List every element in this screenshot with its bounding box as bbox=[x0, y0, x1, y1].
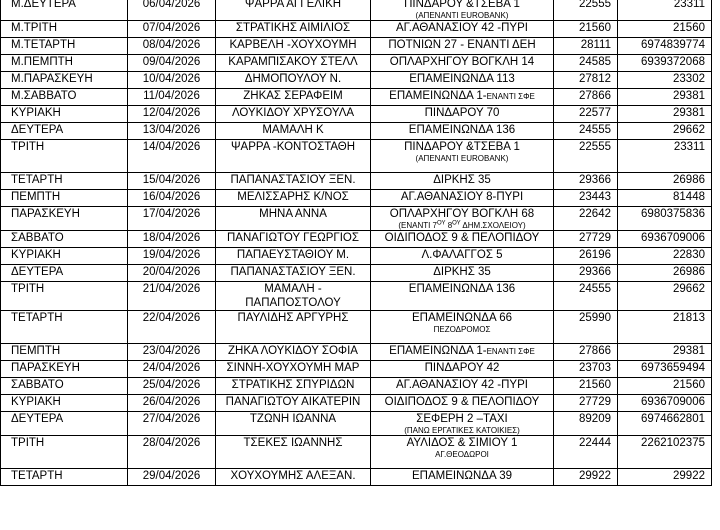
phone2-cell: 6974662801 bbox=[618, 412, 712, 436]
date-cell: 08/04/2026 bbox=[128, 38, 216, 55]
pharmacist-name: ΤΖΩΝΗ ΙΩΑΝΝΑ bbox=[249, 413, 337, 425]
pharmacist-cell bbox=[216, 173, 371, 190]
date-cell: 06/04/2026 bbox=[128, 0, 216, 21]
day-cell: ΔΕΥΤΕΡΑ bbox=[1, 412, 128, 436]
address-cell bbox=[371, 89, 554, 106]
date-cell: 25/04/2026 bbox=[128, 378, 216, 395]
phone-cell: 22555 bbox=[554, 140, 618, 173]
date-cell: 18/04/2026 bbox=[128, 231, 216, 248]
pharmacist-name: ΖΗΚΑ ΛΟΥΚΙΔΟΥ ΣΟΦΙΑ bbox=[228, 345, 358, 357]
address-note-part: 8 bbox=[445, 221, 453, 230]
phone-cell: 89209 bbox=[554, 412, 618, 436]
address-note bbox=[373, 221, 551, 230]
table-row bbox=[1, 311, 712, 344]
address-cell bbox=[371, 123, 554, 140]
day-cell: ΤΡΙΤΗ bbox=[1, 282, 128, 311]
address-text: Λ.ΦΑΛΑΓΓΟΣ 5 bbox=[421, 249, 503, 261]
pharmacist-cell bbox=[216, 106, 371, 123]
table-row bbox=[1, 140, 712, 173]
date-cell: 14/04/2026 bbox=[128, 140, 216, 173]
day-cell: Μ.ΣΑΒΒΑΤΟ bbox=[1, 89, 128, 106]
phone-cell: 27729 bbox=[554, 231, 618, 248]
table-row bbox=[1, 469, 712, 486]
pharmacist-name: ΖΗΚΑΣ ΣΕΡΑΦΕΙΜ bbox=[243, 90, 343, 102]
address-cell bbox=[371, 361, 554, 378]
pharmacist-cell bbox=[216, 55, 371, 72]
table-row bbox=[1, 106, 712, 123]
phone2-cell: 29381 bbox=[618, 344, 712, 361]
table-row bbox=[1, 173, 712, 190]
table-row bbox=[1, 72, 712, 89]
address-cell bbox=[371, 55, 554, 72]
address-inline-note: ΕΝΑΝΤΙ ΣΦΕ bbox=[486, 92, 535, 101]
pharmacist-name: ΤΣΕΚΕΣ ΙΩΑΝΝΗΣ bbox=[243, 437, 343, 449]
date-cell: 28/04/2026 bbox=[128, 436, 216, 469]
phone2-cell: 22830 bbox=[618, 248, 712, 265]
date-cell: 27/04/2026 bbox=[128, 412, 216, 436]
table-row bbox=[1, 282, 712, 311]
pharmacist-cell bbox=[216, 361, 371, 378]
day-cell: Μ.ΔΕΥΤΕΡΑ bbox=[1, 0, 128, 21]
day-cell: Μ.ΤΡΙΤΗ bbox=[1, 21, 128, 38]
address-note: ΠΕΖΟΔΡΟΜΟΣ bbox=[433, 325, 491, 334]
pharmacist-cell bbox=[216, 72, 371, 89]
pharmacist-name: ΔΗΜΟΠΟΥΛΟΥ Ν. bbox=[244, 73, 342, 85]
address-note: (ΠΑΝΩ ΕΡΓΑΤΙΚΕΣ ΚΑΤΟΙΚΙΕΣ) bbox=[404, 426, 520, 435]
phone-cell: 27812 bbox=[554, 72, 618, 89]
date-cell: 13/04/2026 bbox=[128, 123, 216, 140]
pharmacist-cell bbox=[216, 248, 371, 265]
pharmacist-cell bbox=[216, 412, 371, 436]
date-cell: 29/04/2026 bbox=[128, 469, 216, 486]
phone-cell: 22444 bbox=[554, 436, 618, 469]
address-note-part: ΔΗΜ.ΣΧΟΛΕΙΟΥ) bbox=[460, 221, 526, 230]
day-cell: ΣΑΒΒΑΤΟ bbox=[1, 378, 128, 395]
address-text: ΟΙΔΙΠΟΔΟΣ 9 & ΠΕΛΟΠΙΔΟΥ bbox=[384, 396, 540, 408]
day-cell: Μ.ΤΕΤΑΡΤΗ bbox=[1, 38, 128, 55]
day-cell: ΤΡΙΤΗ bbox=[1, 436, 128, 469]
pharmacist-name: ΨΑΡΡΑ -ΚΟΝΤΟΣΤΑΘΗ bbox=[230, 141, 356, 153]
address-line bbox=[373, 265, 551, 279]
address-line bbox=[373, 21, 551, 35]
address-cell bbox=[371, 231, 554, 248]
table-row bbox=[1, 21, 712, 38]
pharmacist-name: ΨΑΡΡΑ ΑΓΓΕΛΙΚΗ bbox=[244, 0, 342, 10]
address-cell bbox=[371, 248, 554, 265]
pharmacist-name: ΚΑΡΑΜΠΙΣΑΚΟΥ ΣΤΕΛΛ bbox=[228, 56, 358, 68]
address-text: ΔΙΡΚΗΣ 35 bbox=[433, 266, 491, 278]
table-row bbox=[1, 231, 712, 248]
phone2-cell: 29381 bbox=[618, 106, 712, 123]
address-text: ΟΠΛΑΡΧΗΓΟΥ ΒΟΓΚΛΗ 14 bbox=[389, 56, 535, 68]
phone2-cell: 6936709006 bbox=[618, 231, 712, 248]
day-cell: ΠΑΡΑΣΚΕΥΗ bbox=[1, 361, 128, 378]
address-cell bbox=[371, 378, 554, 395]
phone2-cell: 6936709006 bbox=[618, 395, 712, 412]
address-cell bbox=[371, 21, 554, 38]
address-text: ΕΠΑΜΕΙΝΩΝΔΑ 136 bbox=[408, 283, 516, 295]
address-note-part: ΟΥ bbox=[437, 220, 446, 227]
address-line bbox=[373, 0, 551, 11]
phone2-cell: 2262102375 bbox=[618, 436, 712, 469]
pharmacist-cell bbox=[216, 265, 371, 282]
day-cell: ΔΕΥΤΕΡΑ bbox=[1, 123, 128, 140]
address-line bbox=[373, 469, 551, 483]
pharmacist-name: ΜΗΝΑ ΑΝΝΑ bbox=[259, 208, 327, 220]
phone-cell: 24555 bbox=[554, 282, 618, 311]
pharmacist-name: ΜΑΜΑΛΗ Κ bbox=[262, 124, 324, 136]
day-cell: ΔΕΥΤΕΡΑ bbox=[1, 265, 128, 282]
phone2-cell: 21560 bbox=[618, 378, 712, 395]
day-cell: ΤΕΤΑΡΤΗ bbox=[1, 311, 128, 344]
table-row bbox=[1, 378, 712, 395]
pharmacist-cell bbox=[216, 21, 371, 38]
pharmacist-name: ΠΑΝΑΓΙΩΤΟΥ ΑΙΚΑΤΕΡΙΝ bbox=[225, 396, 361, 408]
pharmacist-cell bbox=[216, 378, 371, 395]
address-text: ΕΠΑΜΕΙΝΩΝΔΑ 113 bbox=[409, 73, 515, 85]
date-cell: 17/04/2026 bbox=[128, 207, 216, 231]
date-cell: 19/04/2026 bbox=[128, 248, 216, 265]
address-line bbox=[373, 207, 551, 221]
pharmacist-name: ΣΙΝΝΗ-ΧΟΥΧΟΥΜΗ ΜΑΡ bbox=[226, 362, 360, 374]
table-row bbox=[1, 207, 712, 231]
phone-cell: 23443 bbox=[554, 190, 618, 207]
table-row bbox=[1, 344, 712, 361]
phone2-cell: 21813 bbox=[618, 311, 712, 344]
date-cell: 09/04/2026 bbox=[128, 55, 216, 72]
phone-cell: 22642 bbox=[554, 207, 618, 231]
table-row bbox=[1, 55, 712, 72]
date-cell: 21/04/2026 bbox=[128, 282, 216, 311]
address-line bbox=[373, 282, 551, 296]
address-text: ΑΓ.ΑΘΑΝΑΣΙΟΥ 8-ΠΥΡΙ bbox=[400, 191, 524, 203]
address-text: ΣΕΦΕΡΗ 2 –ΤΑΧΙ bbox=[416, 413, 508, 425]
address-text: ΕΠΑΜΕΙΝΩΝΔΑ 39 bbox=[411, 470, 512, 482]
address-line bbox=[373, 248, 551, 262]
phone-cell: 24555 bbox=[554, 123, 618, 140]
address-line bbox=[373, 395, 551, 409]
phone-cell: 23703 bbox=[554, 361, 618, 378]
phone2-cell: 29381 bbox=[618, 89, 712, 106]
address-cell bbox=[371, 173, 554, 190]
phone2-cell: 29662 bbox=[618, 123, 712, 140]
pharmacist-cell bbox=[216, 344, 371, 361]
day-cell: ΠΕΜΠΤΗ bbox=[1, 190, 128, 207]
pharmacist-name: ΠΑΠΑΕΥΣΤΑΘΙΟΥ Μ. bbox=[236, 249, 350, 261]
address-cell bbox=[371, 344, 554, 361]
pharmacist-cell bbox=[216, 469, 371, 486]
pharmacist-name: ΠΑΠΑΝΑΣΤΑΣΙΟΥ ΞΕΝ. bbox=[230, 174, 356, 186]
address-line bbox=[373, 378, 551, 392]
phone-cell: 29366 bbox=[554, 265, 618, 282]
date-cell: 20/04/2026 bbox=[128, 265, 216, 282]
address-line bbox=[373, 173, 551, 187]
address-line bbox=[373, 55, 551, 69]
date-cell: 16/04/2026 bbox=[128, 190, 216, 207]
phone2-cell: 26986 bbox=[618, 265, 712, 282]
date-cell: 10/04/2026 bbox=[128, 72, 216, 89]
day-cell: ΠΕΜΠΤΗ bbox=[1, 344, 128, 361]
address-cell bbox=[371, 412, 554, 436]
pharmacist-name: ΠΑΥΛΙΔΗΣ ΑΡΓΥΡΗΣ bbox=[237, 312, 349, 324]
address-text: ΕΠΑΜΕΙΝΩΝΔΑ 66 bbox=[411, 312, 512, 324]
pharmacist-cell bbox=[216, 207, 371, 231]
address-line bbox=[373, 72, 551, 86]
date-cell: 07/04/2026 bbox=[128, 21, 216, 38]
date-cell: 26/04/2026 bbox=[128, 395, 216, 412]
phone-cell: 21560 bbox=[554, 21, 618, 38]
table-row bbox=[1, 412, 712, 436]
pharmacist-name: ΧΟΥΧΟΥΜΗΣ ΑΛΕΞΑΝ. bbox=[230, 470, 356, 482]
address-text: ΟΙΔΙΠΟΔΟΣ 9 & ΠΕΛΟΠΙΔΟΥ bbox=[384, 232, 540, 244]
address-text: ΟΠΛΑΡΧΗΓΟΥ ΒΟΓΚΛΗ 68 bbox=[389, 208, 535, 220]
table-row bbox=[1, 0, 712, 21]
pharmacist-cell bbox=[216, 0, 371, 21]
phone2-cell: 29922 bbox=[618, 469, 712, 486]
address-cell bbox=[371, 0, 554, 21]
phone-cell: 28111 bbox=[554, 38, 618, 55]
pharmacist-name: ΠΑΠΑΝΑΣΤΑΣΙΟΥ ΞΕΝ. bbox=[230, 266, 356, 278]
pharmacist-cell bbox=[216, 231, 371, 248]
address-cell bbox=[371, 265, 554, 282]
phone2-cell: 6939372068 bbox=[618, 55, 712, 72]
day-cell: ΤΕΤΑΡΤΗ bbox=[1, 469, 128, 486]
address-text: ΑΓ.ΑΘΑΝΑΣΙΟΥ 42 -ΠΥΡΙ bbox=[396, 22, 528, 34]
address-text: ΕΠΑΜΕΙΝΩΝΔΑ 1- bbox=[389, 90, 487, 102]
address-text: ΠΙΝΔΑΡΟΥ &ΤΣΕΒΑ 1 bbox=[404, 0, 520, 10]
table-row bbox=[1, 123, 712, 140]
pharmacist-name: ΚΑΡΒΕΛΗ -ΧΟΥΧΟΥΜΗ bbox=[229, 39, 357, 51]
address-cell bbox=[371, 311, 554, 344]
address-line bbox=[373, 311, 551, 325]
date-cell: 12/04/2026 bbox=[128, 106, 216, 123]
address-line bbox=[373, 106, 551, 120]
table-row bbox=[1, 190, 712, 207]
day-cell: ΚΥΡΙΑΚΗ bbox=[1, 106, 128, 123]
phone2-cell: 26986 bbox=[618, 173, 712, 190]
pharmacist-cell bbox=[216, 190, 371, 207]
address-line bbox=[373, 361, 551, 375]
date-cell: 24/04/2026 bbox=[128, 361, 216, 378]
date-cell: 11/04/2026 bbox=[128, 89, 216, 106]
phone2-cell: 23311 bbox=[618, 0, 712, 21]
address-cell bbox=[371, 436, 554, 469]
date-cell: 15/04/2026 bbox=[128, 173, 216, 190]
table-row bbox=[1, 38, 712, 55]
address-cell bbox=[371, 469, 554, 486]
address-line bbox=[373, 190, 551, 204]
table-row bbox=[1, 248, 712, 265]
pharmacist-cell bbox=[216, 89, 371, 106]
address-line bbox=[373, 436, 551, 450]
address-cell bbox=[371, 395, 554, 412]
address-line bbox=[373, 123, 551, 137]
phone2-cell: 21560 bbox=[618, 21, 712, 38]
day-cell: ΠΑΡΑΣΚΕΥΗ bbox=[1, 207, 128, 231]
address-line bbox=[373, 38, 551, 52]
phone2-cell: 29662 bbox=[618, 282, 712, 311]
pharmacist-cell bbox=[216, 436, 371, 469]
pharmacist-name: ΜΕΛΙΣΣΑΡΗΣ Κ/ΝΟΣ bbox=[237, 191, 349, 203]
phone-cell: 25990 bbox=[554, 311, 618, 344]
day-cell: Μ.ΠΕΜΠΤΗ bbox=[1, 55, 128, 72]
pharmacist-name: ΜΑΜΑΛΗ - bbox=[264, 283, 322, 295]
pharmacist-name: ΛΟΥΚΙΔΟΥ ΧΡΥΣΟΥΛΑ bbox=[231, 107, 355, 119]
address-inline-note: ΕΝΑΝΤΙ ΣΦΕ bbox=[486, 347, 535, 356]
address-line bbox=[373, 344, 551, 359]
phone-cell: 24585 bbox=[554, 55, 618, 72]
address-text: ΑΥΛΙΔΟΣ & ΣΙΜΙΟΥ 1 bbox=[406, 437, 518, 449]
address-cell bbox=[371, 140, 554, 173]
pharmacist-cell bbox=[216, 38, 371, 55]
address-cell bbox=[371, 106, 554, 123]
address-line bbox=[373, 412, 551, 426]
address-note-part: (ΕΝΑΝΤΙ 7 bbox=[398, 221, 437, 230]
phone-cell: 27866 bbox=[554, 89, 618, 106]
address-cell bbox=[371, 207, 554, 231]
pharmacist-cell bbox=[216, 395, 371, 412]
phone-cell: 29366 bbox=[554, 173, 618, 190]
day-cell: ΚΥΡΙΑΚΗ bbox=[1, 395, 128, 412]
address-cell bbox=[371, 72, 554, 89]
phone-cell: 27866 bbox=[554, 344, 618, 361]
address-text: ΔΙΡΚΗΣ 35 bbox=[433, 174, 491, 186]
day-cell: ΤΡΙΤΗ bbox=[1, 140, 128, 173]
address-cell bbox=[371, 38, 554, 55]
address-text: ΠΙΝΔΑΡΟΥ 70 bbox=[424, 107, 500, 119]
phone-cell: 27729 bbox=[554, 395, 618, 412]
address-text: ΑΓ.ΑΘΑΝΑΣΙΟΥ 42 -ΠΥΡΙ bbox=[396, 379, 528, 391]
address-note-part: ΟΥ bbox=[452, 220, 461, 227]
day-cell: ΤΕΤΑΡΤΗ bbox=[1, 173, 128, 190]
day-cell: ΚΥΡΙΑΚΗ bbox=[1, 248, 128, 265]
address-text: ΠΙΝΔΑΡΟΥ 42 bbox=[424, 362, 500, 374]
table-row bbox=[1, 395, 712, 412]
table-row bbox=[1, 265, 712, 282]
address-line bbox=[373, 231, 551, 245]
phone2-cell: 23302 bbox=[618, 72, 712, 89]
phone2-cell: 6973659494 bbox=[618, 361, 712, 378]
phone2-cell: 6974839774 bbox=[618, 38, 712, 55]
address-line bbox=[373, 140, 551, 154]
address-cell bbox=[371, 282, 554, 311]
address-note: (ΑΠΕΝΑΝΤΙ EUROBANK) bbox=[415, 154, 509, 163]
phone-cell: 22555 bbox=[554, 0, 618, 21]
phone-cell: 26196 bbox=[554, 248, 618, 265]
address-cell bbox=[371, 190, 554, 207]
day-cell: ΣΑΒΒΑΤΟ bbox=[1, 231, 128, 248]
pharmacist-cell bbox=[216, 311, 371, 344]
phone-cell: 21560 bbox=[554, 378, 618, 395]
pharmacist-name: ΣΤΡΑΤΙΚΗΣ ΑΙΜΙΛΙΟΣ bbox=[235, 22, 351, 34]
table-row bbox=[1, 361, 712, 378]
pharmacist-cell bbox=[216, 123, 371, 140]
day-cell: Μ.ΠΑΡΑΣΚΕΥΗ bbox=[1, 72, 128, 89]
address-text: ΕΠΑΜΕΙΝΩΝΔΑ 1- bbox=[389, 345, 487, 357]
pharmacist-cell bbox=[216, 282, 371, 311]
date-cell: 22/04/2026 bbox=[128, 311, 216, 344]
pharmacist-name: ΣΤΡΑΤΙΚΗΣ ΣΠΥΡΙΔΩΝ bbox=[231, 379, 355, 391]
pharmacist-name: ΠΑΝΑΓΙΩΤΟΥ ΓΕΩΡΓΙΟΣ bbox=[227, 232, 359, 244]
address-note: (ΑΠΕΝΑΝΤΙ EUROBANK) bbox=[415, 11, 509, 20]
schedule-rows bbox=[1, 0, 712, 486]
address-text: ΠΟΤΝΙΩΝ 27 - ΕΝΑΝΤΙ ΔΕΗ bbox=[388, 39, 536, 51]
address-note: ΑΓ.ΘΕΟΔΩΡΟΙ bbox=[435, 450, 489, 459]
phone2-cell: 6980375836 bbox=[618, 207, 712, 231]
table-row bbox=[1, 89, 712, 106]
address-line bbox=[373, 89, 551, 104]
pharmacist-name-line2: ΠΑΠΑΠΟΣΤΟΛΟΥ bbox=[245, 297, 341, 309]
address-text: ΕΠΑΜΕΙΝΩΝΔΑ 136 bbox=[408, 124, 516, 136]
phone-cell: 22577 bbox=[554, 106, 618, 123]
phone2-cell: 23311 bbox=[618, 140, 712, 173]
phone-cell: 29922 bbox=[554, 469, 618, 486]
phone2-cell: 81448 bbox=[618, 190, 712, 207]
pharmacist-cell bbox=[216, 140, 371, 173]
table-row bbox=[1, 436, 712, 469]
address-text: ΠΙΝΔΑΡΟΥ &ΤΣΕΒΑ 1 bbox=[404, 141, 520, 153]
date-cell: 23/04/2026 bbox=[128, 344, 216, 361]
